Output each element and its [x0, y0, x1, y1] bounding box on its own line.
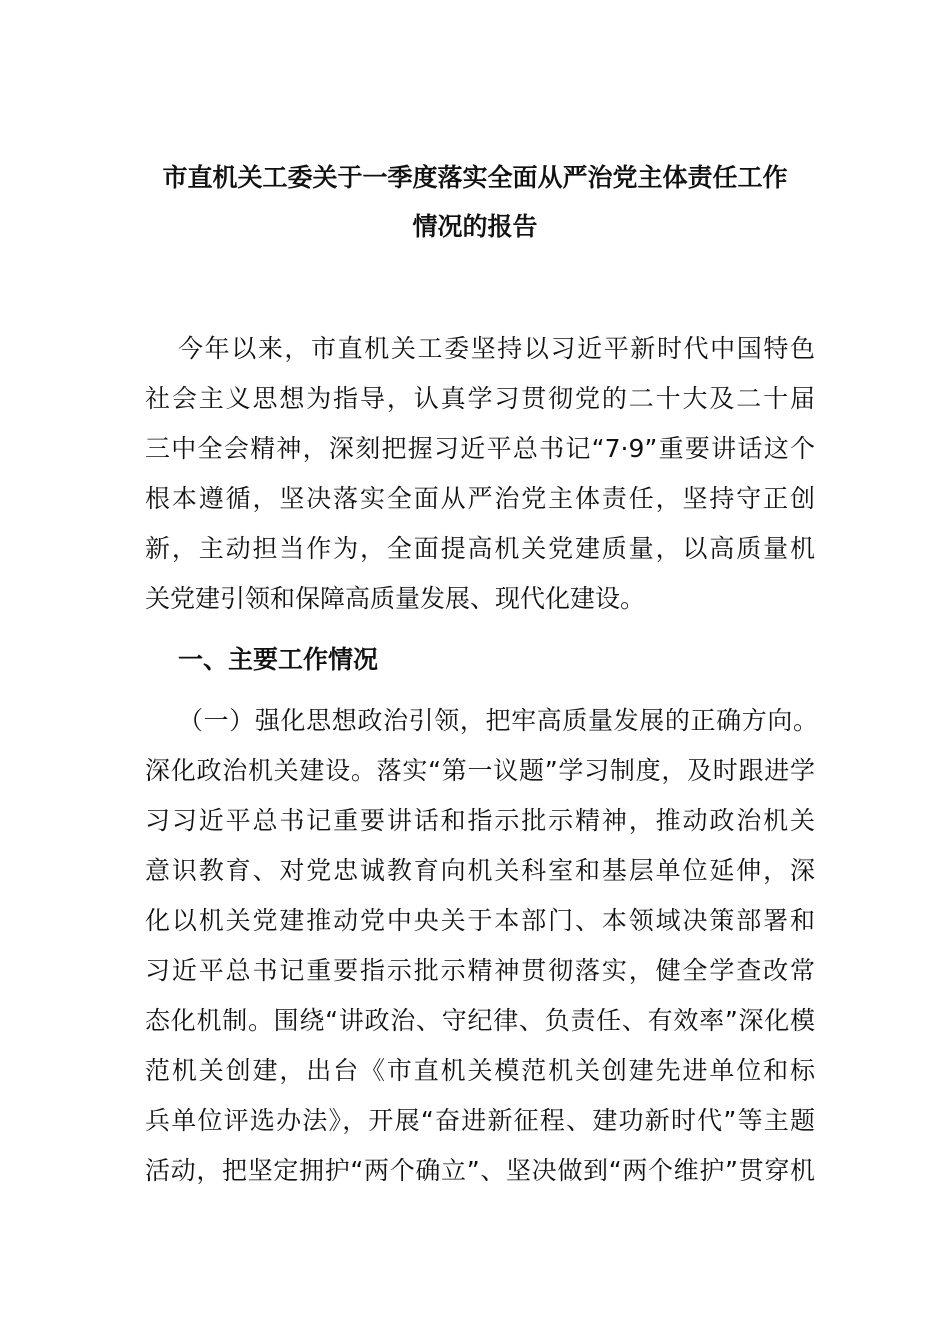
- section-paragraph-line: 意识教育、对党忠诚教育向机关科室和基层单位延伸，深: [145, 856, 815, 885]
- intro-paragraph-line: 根本遵循，坚决落实全面从严治党主体责任，坚持守正创: [145, 484, 815, 513]
- section-paragraph-line: 态化机制。围绕“讲政治、守纪律、负责任、有效率”深化模: [145, 1006, 815, 1035]
- section-paragraph-line: 习习近平总书记重要讲话和指示批示精神，推动政治机关: [145, 806, 815, 835]
- section-heading-main-work: 一、主要工作情况: [178, 645, 379, 674]
- section-paragraph-line: 习近平总书记重要指示批示精神贯彻落实，健全学查改常: [145, 956, 815, 985]
- document-title-line-1: 市直机关工委关于一季度落实全面从严治党主体责任工作: [162, 163, 788, 192]
- document-title-line-2: 情况的报告: [412, 212, 538, 241]
- section-paragraph-line: （一）强化思想政治引领，把牢高质量发展的正确方向。: [178, 706, 818, 735]
- intro-paragraph-line: 关党建引领和保障高质量发展、现代化建设。: [145, 584, 646, 613]
- intro-paragraph-line: 今年以来，市直机关工委坚持以习近平新时代中国特色: [178, 334, 815, 363]
- section-paragraph-line: 化以机关党建推动党中央关于本部门、本领域决策部署和: [145, 906, 815, 935]
- intro-paragraph-line: 社会主义思想为指导，认真学习贯彻党的二十大及二十届: [145, 384, 815, 413]
- section-paragraph-line: 范机关创建，出台《市直机关模范机关创建先进单位和标: [145, 1056, 815, 1085]
- intro-paragraph-line: 三中全会精神，深刻把握习近平总书记“7·9”重要讲话这个: [145, 434, 815, 463]
- section-paragraph-line: 兵单位评选办法》，开展“奋进新征程、建功新时代”等主题: [145, 1106, 815, 1135]
- section-paragraph-line: 深化政治机关建设。落实“第一议题”学习制度，及时跟进学: [145, 756, 815, 785]
- section-paragraph-line: 活动，把坚定拥护“两个确立”、坚决做到“两个维护”贯穿机: [145, 1156, 815, 1185]
- intro-paragraph-line: 新，主动担当作为，全面提高机关党建质量，以高质量机: [145, 534, 815, 563]
